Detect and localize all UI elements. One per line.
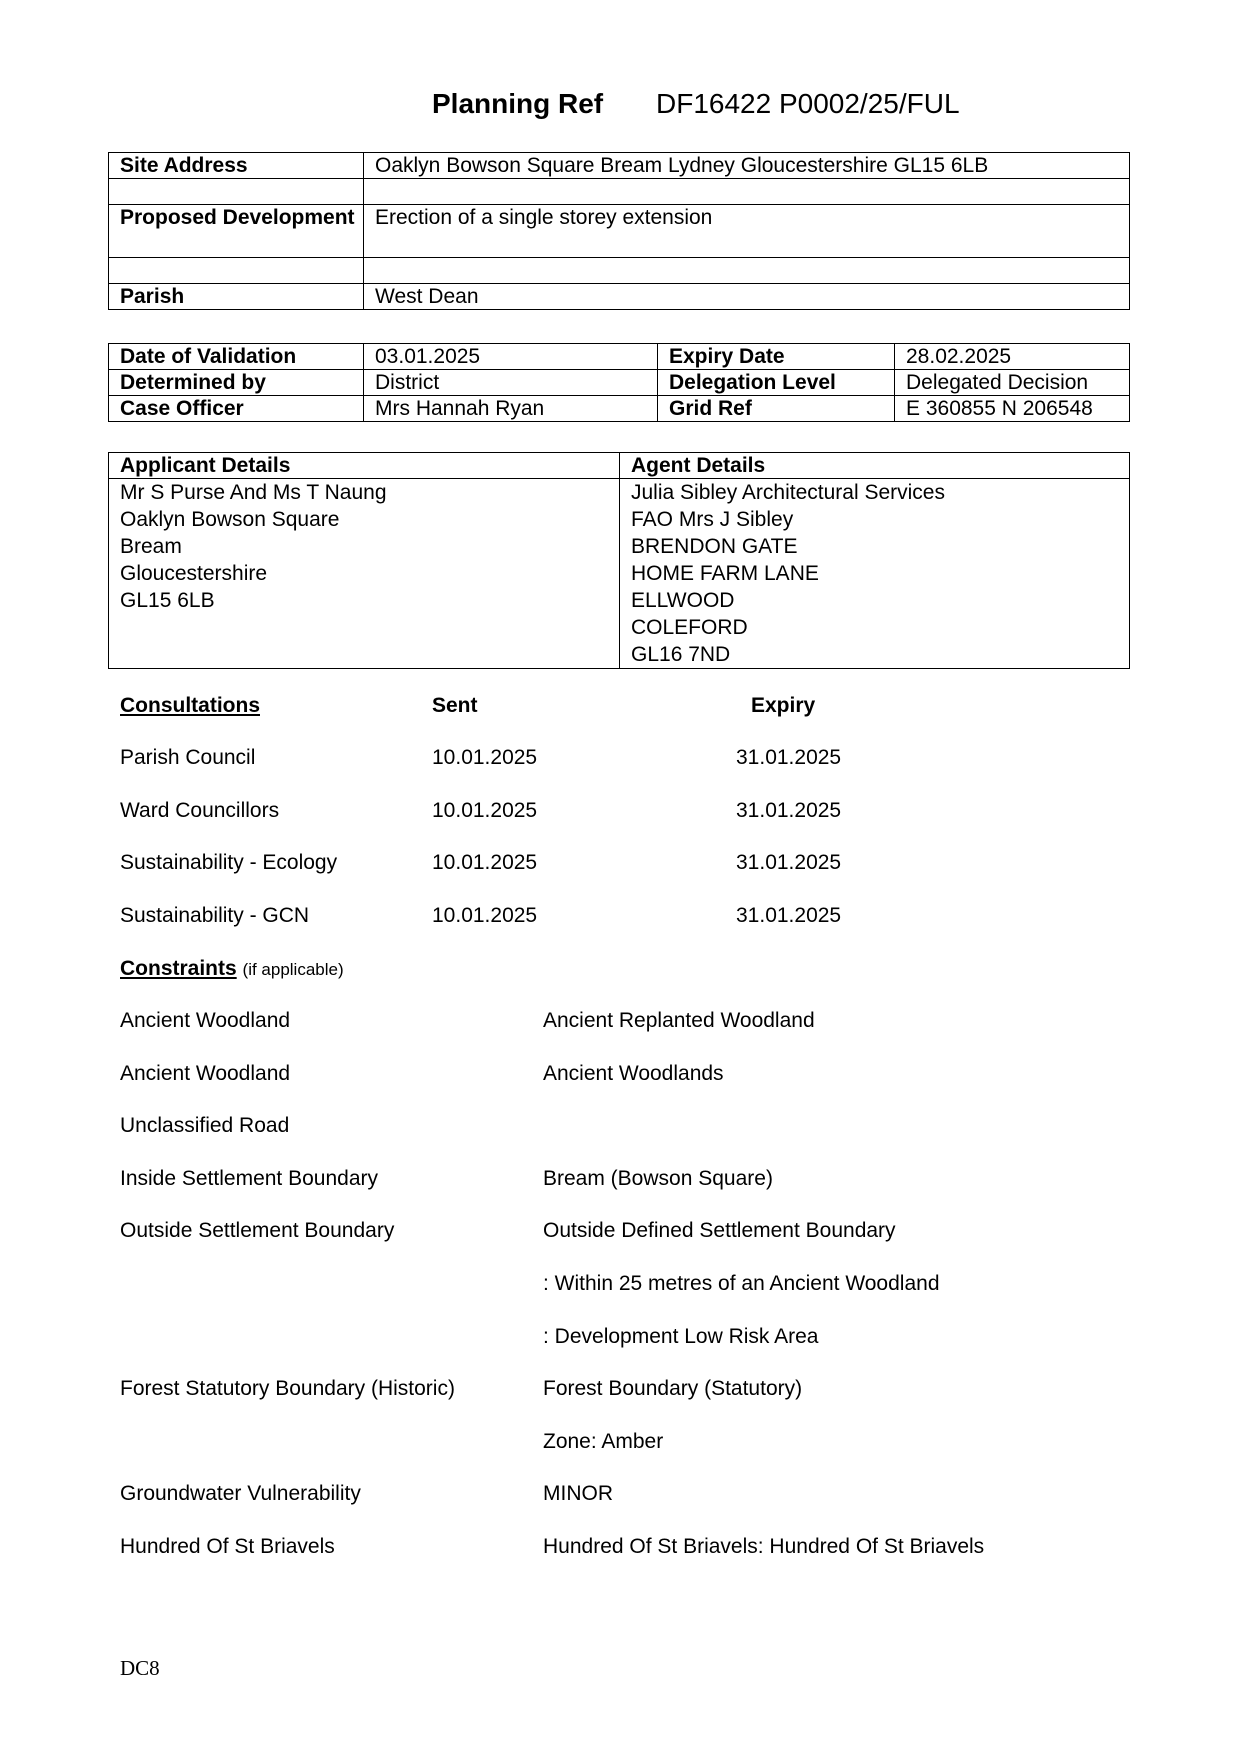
constraint-name: Forest Statutory Boundary (Historic) <box>120 1377 455 1401</box>
consultation-sent: 10.01.2025 <box>432 904 538 927</box>
constraints-note: (if applicable) <box>242 960 344 979</box>
constraint-detail: Ancient Replanted Woodland <box>543 1009 815 1032</box>
expiry-header: Expiry <box>751 694 816 717</box>
agent-line: HOME FARM LANE <box>631 562 819 585</box>
constraint-detail: : Within 25 metres of an Ancient Woodland <box>543 1272 940 1295</box>
consultee-name: Parish Council <box>120 746 256 769</box>
agent-label: Agent Details <box>620 453 1130 479</box>
constraint-name: Inside Settlement Boundary <box>120 1166 378 1190</box>
expiry-date: 28.02.2025 <box>895 344 1130 370</box>
case-officer: Mrs Hannah Ryan <box>364 396 658 422</box>
site-address-label: Site Address <box>109 153 364 179</box>
applicant-label: Applicant Details <box>109 453 620 479</box>
validation-label: Date of Validation <box>109 344 364 370</box>
site-address: Oaklyn Bowson Square Bream Lydney Gloucestershire GL15 6LB <box>364 153 1130 179</box>
consultation-sent: 10.01.2025 <box>432 746 538 769</box>
grid-ref: E 360855 N 206548 <box>895 396 1130 422</box>
expiry-label: Expiry Date <box>658 344 895 370</box>
planning-ref-value: DF16422 P0002/25/FUL <box>656 88 960 119</box>
agent-line: Julia Sibley Architectural Services <box>631 481 945 504</box>
delegation-label: Delegation Level <box>658 370 895 396</box>
applicant-line: Gloucestershire <box>120 562 268 585</box>
determined-label: Determined by <box>109 370 364 396</box>
constraint-detail: Zone: Amber <box>543 1429 664 1453</box>
parish: West Dean <box>364 284 1130 310</box>
agent-line: FAO Mrs J Sibley <box>631 508 794 531</box>
agent-line: GL16 7ND <box>631 643 731 666</box>
consultee-name: Sustainability - GCN <box>120 904 310 927</box>
constraints-heading: Constraints <box>120 957 237 980</box>
grid-ref-label: Grid Ref <box>658 396 895 422</box>
delegation-level: Delegated Decision <box>895 370 1130 396</box>
consultation-expiry: 31.01.2025 <box>736 851 842 874</box>
applicant-line: GL15 6LB <box>120 589 215 612</box>
constraint-name: Unclassified Road <box>120 1114 290 1138</box>
consultation-expiry: 31.01.2025 <box>736 799 842 822</box>
proposed-development-label: Proposed Development <box>109 205 364 258</box>
consultations-heading: Consultations <box>120 694 260 717</box>
applicant-line: Mr S Purse And Ms T Naung <box>120 481 387 504</box>
contacts-table <box>108 452 1130 669</box>
constraint-name: Ancient Woodland <box>120 1061 291 1085</box>
agent-line: ELLWOOD <box>631 589 735 612</box>
constraint-detail: Outside Defined Settlement Boundary <box>543 1219 896 1243</box>
consultation-sent: 10.01.2025 <box>432 851 538 874</box>
consultee-name: Sustainability - Ecology <box>120 851 338 874</box>
form-code: DC8 <box>120 1656 160 1680</box>
constraint-detail: Hundred Of St Briavels: Hundred Of St Briavels <box>543 1535 985 1558</box>
consultation-expiry: 31.01.2025 <box>736 904 842 927</box>
officer-label: Case Officer <box>109 396 364 422</box>
constraint-detail: MINOR <box>543 1482 613 1506</box>
constraint-name: Ancient Woodland <box>120 1009 291 1032</box>
constraint-detail: : Development Low Risk Area <box>543 1324 819 1348</box>
site-table <box>108 152 1130 310</box>
agent-line: COLEFORD <box>631 616 748 639</box>
details-table <box>108 343 1130 422</box>
consultee-name: Ward Councillors <box>120 799 280 822</box>
constraint-name: Hundred Of St Briavels <box>120 1535 335 1558</box>
applicant-line: Bream <box>120 535 182 558</box>
agent-line: BRENDON GATE <box>631 535 798 558</box>
applicant-line: Oaklyn Bowson Square <box>120 508 340 531</box>
agent-details <box>620 479 1130 669</box>
constraints-heading-wrap <box>120 957 344 981</box>
sent-header: Sent <box>432 694 478 717</box>
consultation-sent: 10.01.2025 <box>432 799 538 822</box>
proposed-development: Erection of a single storey extension <box>364 205 1130 258</box>
planning-ref-label: Planning Ref <box>432 88 604 119</box>
validation-date: 03.01.2025 <box>364 344 658 370</box>
constraint-name: Outside Settlement Boundary <box>120 1219 395 1243</box>
consultation-expiry: 31.01.2025 <box>736 746 842 769</box>
constraint-detail: Bream (Bowson Square) <box>543 1166 773 1190</box>
constraint-detail: Forest Boundary (Statutory) <box>543 1377 803 1401</box>
constraint-name: Groundwater Vulnerability <box>120 1482 361 1506</box>
parish-label: Parish <box>109 284 364 310</box>
determined-by: District <box>364 370 658 396</box>
constraint-detail: Ancient Woodlands <box>543 1061 724 1085</box>
applicant-details <box>109 479 620 669</box>
